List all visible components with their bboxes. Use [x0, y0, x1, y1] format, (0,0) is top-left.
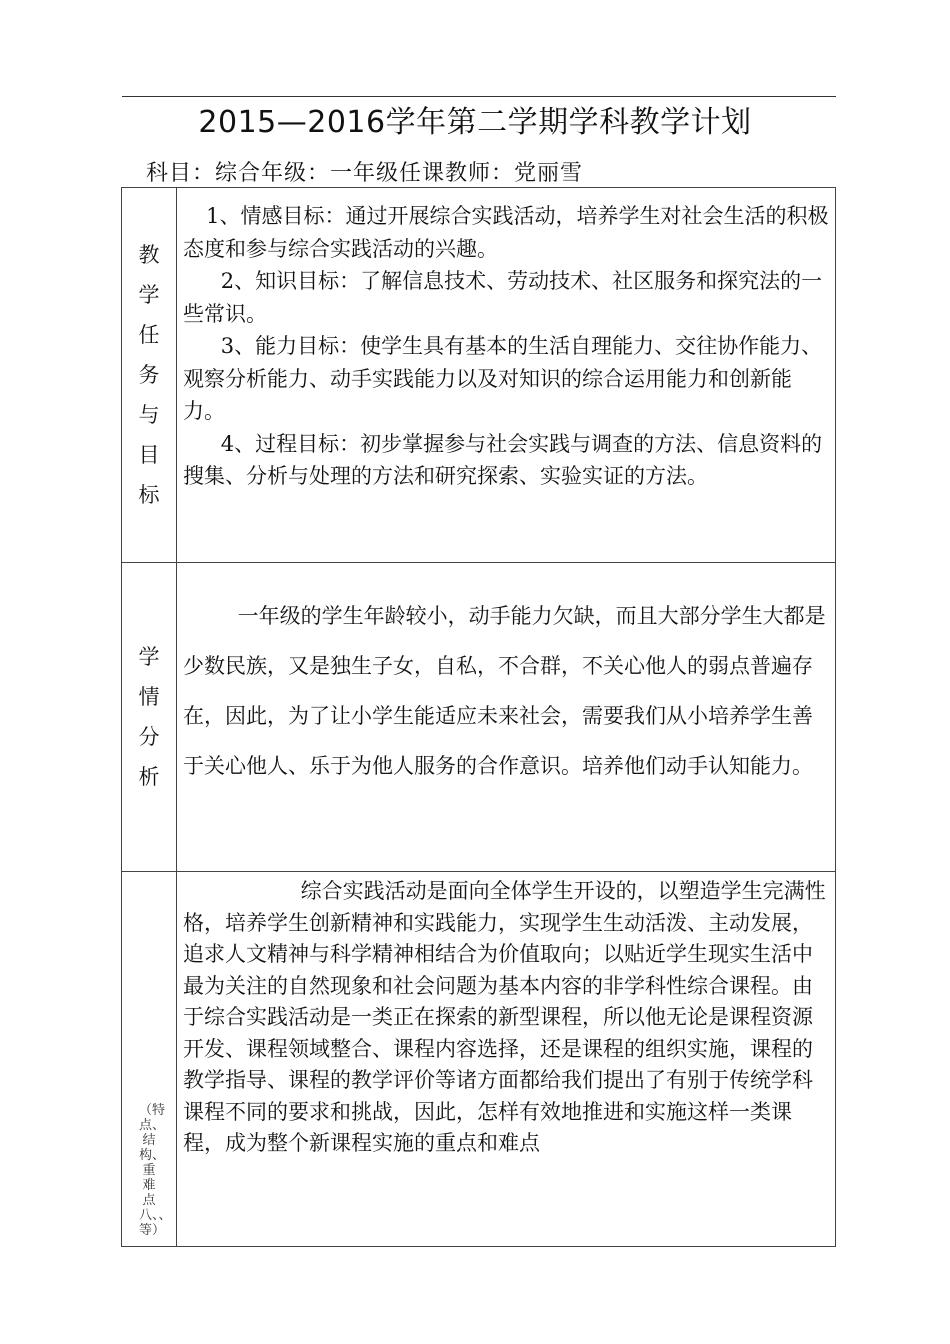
goals-content-cell	[177, 188, 836, 563]
analysis-paragraph: 一年级的学生年龄较小，动手能力欠缺，而且大部分学生大都是少数民族，又是独生子女，自私，不合群，不关心他人的弱点普遍存在，因此，为了让小学生能适应未来社会，需要我们从小培养学生善于关心他人、乐于为他人服务的合作意识。培养他们动手认知能力。	[183, 604, 826, 778]
features-label-cell	[122, 872, 177, 1247]
analysis-label-cell	[122, 563, 177, 872]
table-row-analysis	[122, 563, 836, 872]
features-paragraph: 综合实践活动是面向全体学生开设的，以塑造学生完满性格，培养学生创新精神和实践能力，实现学生生动活泼、主动发展，追求人文精神与科学精神相结合为价值取向；以贴近学生现实生活中最为关注的自然现象和社会问题为基本内容的非学科性综合课程。由于综合实践活动是一类正在探索的新型课程，所以他无论是课程资源开发、课程领域整合、课程内容选择，还是课程的组织实施，课程的教学指导、课程的教学评价等诸方面都给我们提出了有别于传统学科课程不同的要求和挑战，因此，怎样有效地推进和实施这样一类课程，成为整个新课程实施的重点和难点	[183, 879, 826, 1155]
subject-grade-teacher-line: 科目：综合年级：一年级任课教师：党丽雪	[146, 161, 584, 186]
plan-table	[121, 187, 836, 1247]
features-label: （特点、结构、重难点八、、等）	[139, 1103, 172, 1238]
document-title: 2015—2016学年第二学期学科教学计划	[198, 105, 752, 140]
header-rule	[122, 96, 836, 97]
goal-knowledge-paragraph: 2、知识目标：了解信息技术、劳动技术、社区服务和探究法的一些常识。	[183, 269, 823, 326]
goals-label-cell	[122, 188, 177, 563]
goal-process-paragraph: 4、过程目标：初步掌握参与社会实践与调查的方法、信息资料的搜集、分析与处理的方法和研究探索、实验实证的方法。	[183, 431, 823, 488]
analysis-content-cell	[177, 563, 836, 872]
goals-label: 教学任务与目标	[138, 243, 160, 507]
table-row-features	[122, 872, 836, 1247]
goal-ability-paragraph: 3、能力目标：使学生具有基本的生活自理能力、交往协作能力、观察分析能力、动手实践能力以及对知识的综合运用能力和创新能力。	[183, 334, 823, 423]
analysis-label: 学情分析	[138, 645, 160, 789]
table-row-goals	[122, 188, 836, 563]
goal-emotion-paragraph: 1、情感目标：通过开展综合实践活动，培养学生对社会生活的积极态度和参与综合实践活动的兴趣。	[183, 204, 829, 261]
features-content-cell	[177, 872, 836, 1247]
